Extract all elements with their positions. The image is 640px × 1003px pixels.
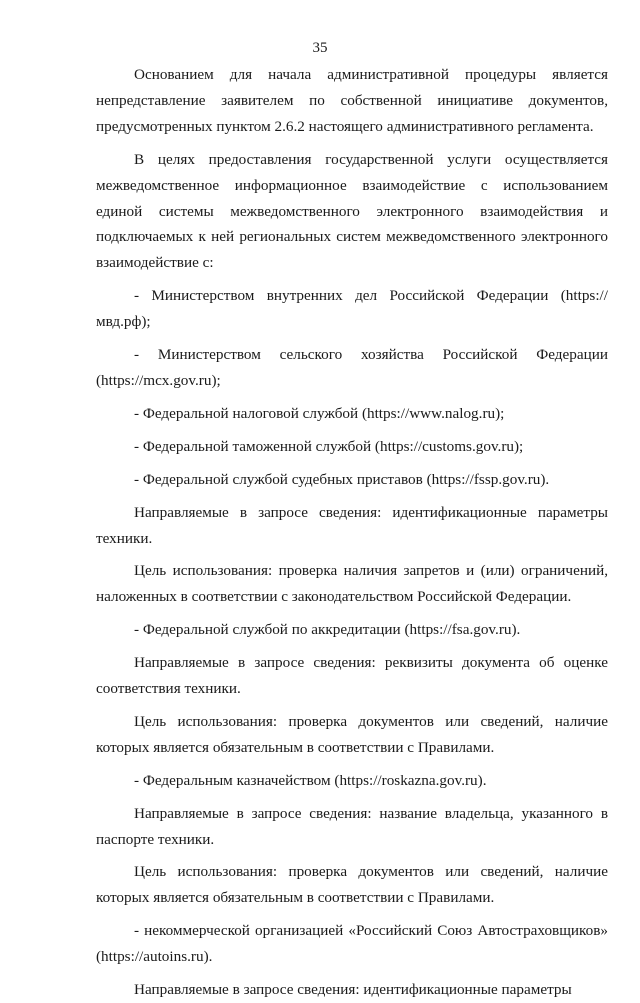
list-item: - Министерством внутренних дел Российской Федерации (https://мвд.рф); xyxy=(96,287,608,331)
paragraph: Направляемые в запросе сведения: название владельца, указанного в паспорте техники. xyxy=(96,804,608,848)
page-number: 35 xyxy=(312,40,328,56)
paragraph: Цель использования: проверка документов или сведений, наличие которых является обязательным в соответствии с Правилами. xyxy=(96,712,608,756)
paragraph: Цель использования: проверка наличия запретов и (или) ограничений, наложенных в соответствии с законодательством Российской Федерации. xyxy=(96,562,608,606)
paragraph: Цель использования: проверка документов или сведений, наличие которых является обязательным в соответствии с Правилами. xyxy=(96,863,608,907)
paragraph: Направляемые в запросе сведения: идентификационные параметры техники. xyxy=(96,503,608,547)
document-body xyxy=(96,62,608,1003)
list-item: - Федеральной таможенной службой (https://customs.gov.ru); xyxy=(134,437,524,455)
paragraph: Направляемые в запросе сведения: идентификационные параметры xyxy=(134,981,572,999)
list-item: - Федеральным казначейством (https://roskazna.gov.ru). xyxy=(134,771,487,789)
paragraph: Направляемые в запросе сведения: реквизиты документа об оценке соответствия техники. xyxy=(96,654,608,698)
list-item: - Федеральной службой судебных приставов (https://fssp.gov.ru). xyxy=(134,470,550,488)
paragraph: Основанием для начала административной процедуры является непредставление заявителем по собственной инициативе документов, предусмотренных пунктом 2.6.2 настоящего административного регламента. xyxy=(96,66,608,135)
list-item: - Федеральной налоговой службой (https://www.nalog.ru); xyxy=(134,404,505,422)
list-item: - Федеральной службой по аккредитации (https://fsa.gov.ru). xyxy=(134,621,521,639)
paragraph: В целях предоставления государственной услуги осуществляется межведомственное информационное взаимодействие с использованием единой системы межведомственного электронного взаимодействия и подключаемых к ней региональных систем межведомственного электронного взаимодействие с: xyxy=(96,150,608,272)
list-item: - Министерством сельского хозяйства Российской Федерации (https://mcx.gov.ru); xyxy=(96,346,608,389)
list-item: - некоммерческой организацией «Российский Союз Автостраховщиков» (https://autoins.ru). xyxy=(96,922,608,966)
